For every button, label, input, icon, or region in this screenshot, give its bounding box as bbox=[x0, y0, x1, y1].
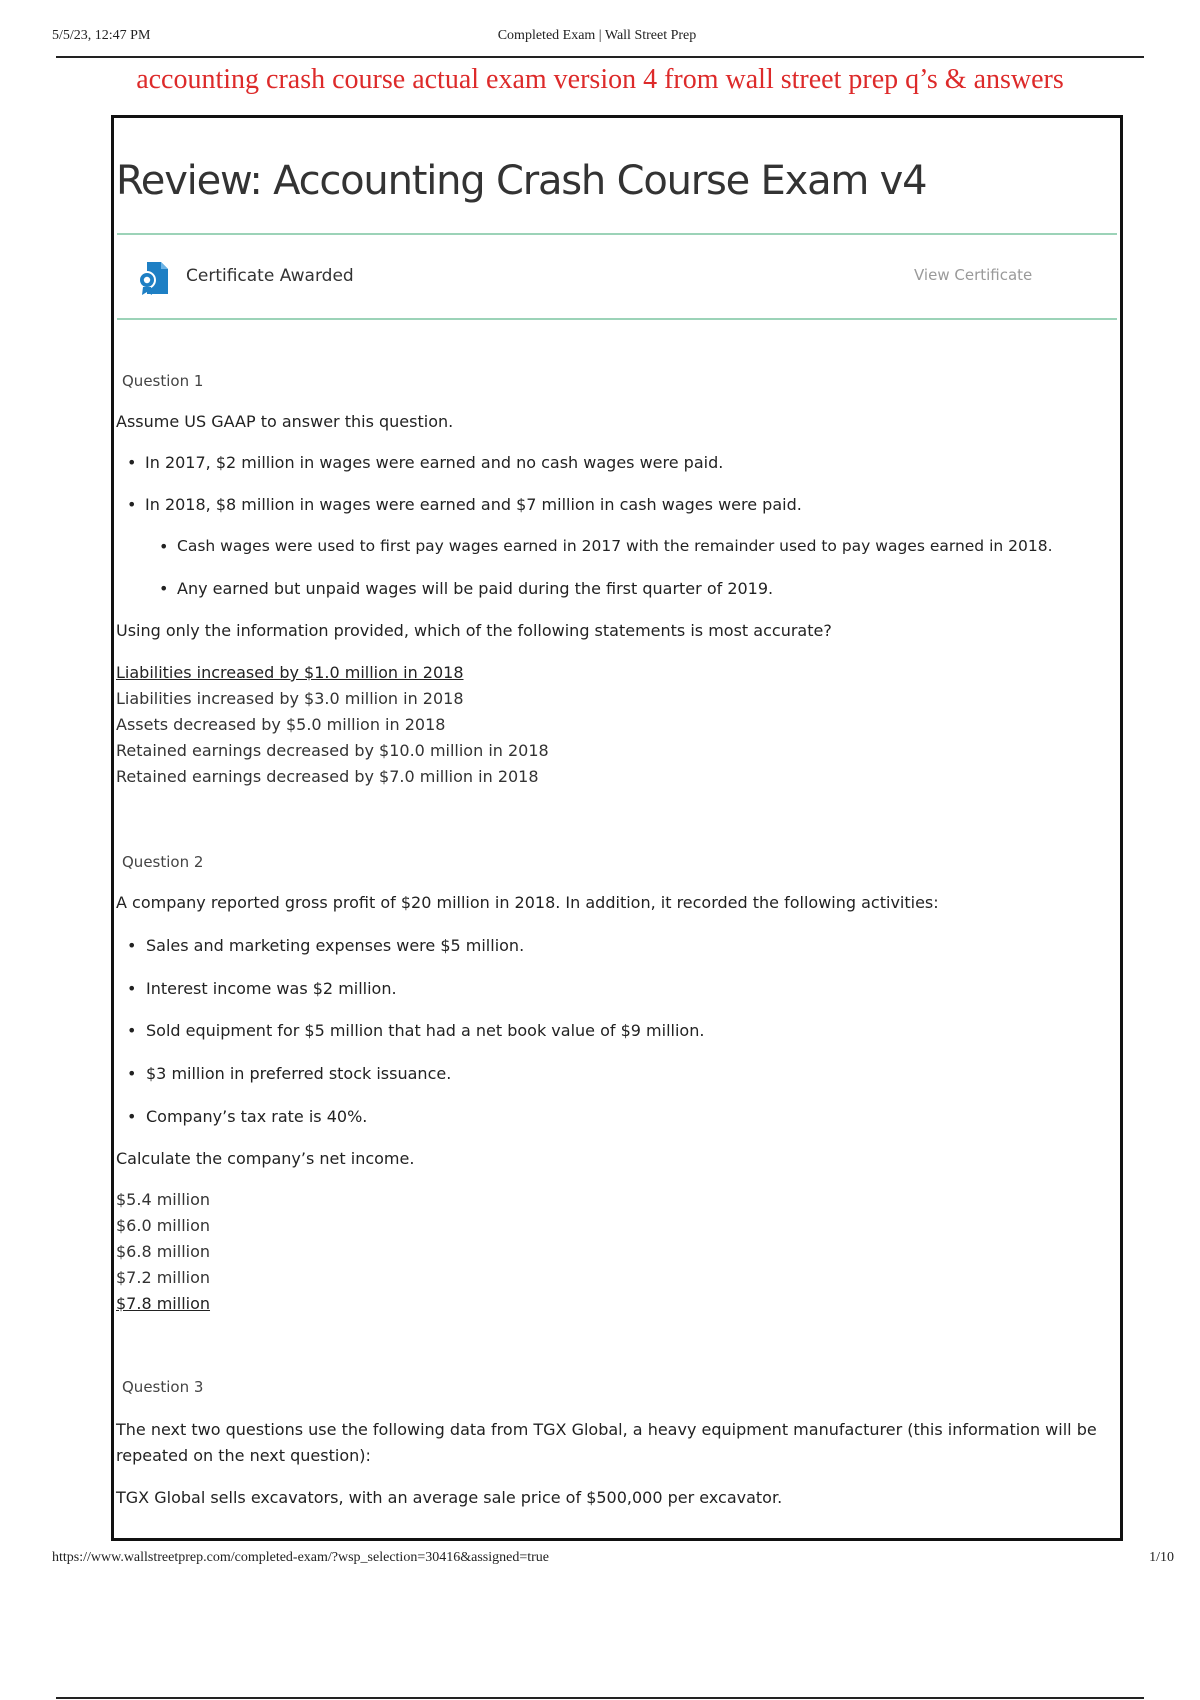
page-number: 1/10 bbox=[1149, 1550, 1174, 1565]
banner-title: accounting crash course actual exam version 4 from wall street prep q’s & answers bbox=[136, 64, 1064, 95]
print-header bbox=[52, 26, 1142, 56]
divider-top bbox=[117, 233, 1117, 235]
certificate-row bbox=[117, 236, 1117, 318]
question-1-option[interactable]: Liabilities increased by $3.0 million in 2018 bbox=[116, 689, 464, 708]
question-1-sub-bullet: Any earned but unpaid wages will be paid during the first quarter of 2019. bbox=[177, 579, 774, 598]
question-3-label: Question 3 bbox=[122, 1378, 204, 1396]
bullet-marker: • bbox=[127, 936, 137, 955]
bullet-marker: • bbox=[127, 1107, 137, 1126]
bullet-marker: • bbox=[127, 453, 137, 472]
question-2-option[interactable]: $7.2 million bbox=[116, 1268, 211, 1287]
question-1-intro: Assume US GAAP to answer this question. bbox=[116, 412, 454, 431]
exam-review-frame bbox=[111, 115, 1123, 1541]
bullet-marker: • bbox=[127, 1064, 137, 1083]
certificate-icon bbox=[135, 260, 171, 296]
question-2-intro: A company reported gross profit of $20 million in 2018. In addition, it recorded the following activities: bbox=[116, 893, 939, 912]
bullet-marker: • bbox=[127, 495, 137, 514]
question-1-prompt: Using only the information provided, which of the following statements is most accurate? bbox=[116, 621, 832, 640]
bullet-marker: • bbox=[127, 1021, 137, 1040]
question-1-option-selected[interactable]: Liabilities increased by $1.0 million in 2018 bbox=[116, 663, 464, 682]
question-1-sub-bullet: Cash wages were used to first pay wages earned in 2017 with the remainder used to pay wages earned in 2018. bbox=[177, 537, 1053, 555]
question-2-option[interactable]: $5.4 million bbox=[116, 1190, 211, 1209]
divider-bottom bbox=[117, 318, 1117, 320]
question-2-bullet: Company’s tax rate is 40%. bbox=[146, 1107, 368, 1126]
exam-title: Review: Accounting Crash Course Exam v4 bbox=[116, 158, 927, 204]
question-1-option[interactable]: Retained earnings decreased by $7.0 million in 2018 bbox=[116, 767, 539, 786]
question-2-option[interactable]: $6.8 million bbox=[116, 1242, 211, 1261]
bullet-marker: • bbox=[127, 979, 137, 998]
print-datetime: 5/5/23, 12:47 PM bbox=[52, 28, 151, 43]
bullet-marker: • bbox=[159, 579, 169, 598]
question-1-option[interactable]: Retained earnings decreased by $10.0 million in 2018 bbox=[116, 741, 549, 760]
question-2-bullet: Interest income was $2 million. bbox=[146, 979, 397, 998]
print-page-title: Completed Exam | Wall Street Prep bbox=[497, 28, 697, 43]
question-2-option-selected[interactable]: $7.8 million bbox=[116, 1294, 211, 1313]
question-3-intro-line-1: The next two questions use the following data from TGX Global, a heavy equipment manufacturer (this information will be bbox=[116, 1420, 1097, 1439]
question-1-bullet: In 2018, $8 million in wages were earned and $7 million in cash wages were paid. bbox=[145, 495, 802, 514]
certificate-awarded-label: Certificate Awarded bbox=[186, 266, 354, 286]
bottom-divider bbox=[56, 1697, 1144, 1699]
question-2-bullet: Sales and marketing expenses were $5 million. bbox=[146, 936, 525, 955]
view-certificate-link[interactable]: View Certificate bbox=[914, 266, 1033, 284]
question-2-prompt: Calculate the company’s net income. bbox=[116, 1149, 415, 1168]
question-1-label: Question 1 bbox=[122, 372, 204, 390]
question-1-option[interactable]: Assets decreased by $5.0 million in 2018 bbox=[116, 715, 446, 734]
question-2-option[interactable]: $6.0 million bbox=[116, 1216, 211, 1235]
question-3-detail: TGX Global sells excavators, with an average sale price of $500,000 per excavator. bbox=[116, 1488, 783, 1507]
question-1-bullet: In 2017, $2 million in wages were earned and no cash wages were paid. bbox=[145, 453, 724, 472]
header-divider bbox=[56, 56, 1144, 58]
question-3-intro-line-2: repeated on the next question): bbox=[116, 1446, 371, 1465]
page-url: https://www.wallstreetprep.com/completed-exam/?wsp_selection=30416&assigned=true bbox=[52, 1550, 549, 1565]
question-2-bullet: Sold equipment for $5 million that had a net book value of $9 million. bbox=[146, 1021, 705, 1040]
question-2-bullet: $3 million in preferred stock issuance. bbox=[146, 1064, 452, 1083]
question-2-label: Question 2 bbox=[122, 853, 204, 871]
bullet-marker: • bbox=[159, 537, 169, 556]
